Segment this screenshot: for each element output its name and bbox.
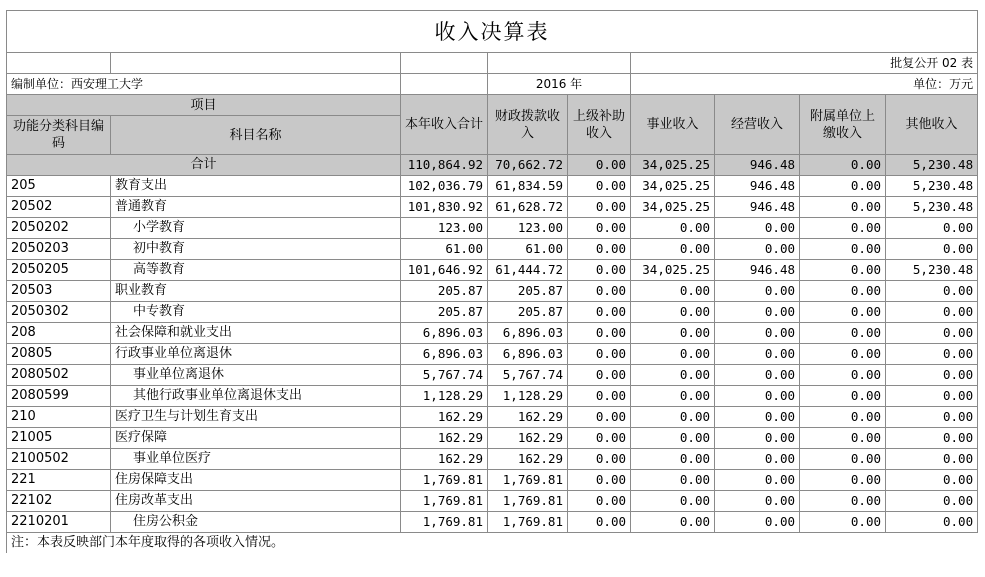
row-value: 0.00 — [800, 407, 886, 428]
row-value: 0.00 — [800, 512, 886, 533]
row-value: 0.00 — [800, 239, 886, 260]
row-value: 0.00 — [800, 386, 886, 407]
row-value: 0.00 — [800, 218, 886, 239]
row-value: 6,896.03 — [401, 323, 488, 344]
row-value: 0.00 — [568, 428, 631, 449]
row-value: 0.00 — [631, 365, 715, 386]
header-total-income: 本年收入合计 — [401, 95, 488, 155]
row-value: 5,230.48 — [886, 260, 978, 281]
row-value: 61,834.59 — [488, 176, 568, 197]
row-value: 0.00 — [886, 428, 978, 449]
row-value: 0.00 — [631, 512, 715, 533]
header-affiliated-unit-income: 附属单位上缴收入 — [800, 95, 886, 155]
row-value: 0.00 — [886, 491, 978, 512]
row-value: 162.29 — [488, 449, 568, 470]
row-value: 0.00 — [568, 197, 631, 218]
row-subject-name: 行政事业单位离退休 — [111, 344, 401, 365]
row-value: 0.00 — [631, 344, 715, 365]
row-subject-name: 事业单位医疗 — [111, 449, 401, 470]
row-value: 0.00 — [800, 428, 886, 449]
total-value: 0.00 — [800, 155, 886, 176]
row-value: 0.00 — [715, 302, 800, 323]
row-value: 0.00 — [886, 386, 978, 407]
row-value: 0.00 — [715, 239, 800, 260]
row-value: 0.00 — [886, 218, 978, 239]
row-value: 0.00 — [800, 302, 886, 323]
row-value: 0.00 — [631, 239, 715, 260]
header-operating-income: 经营收入 — [715, 95, 800, 155]
row-code: 20502 — [7, 197, 111, 218]
row-value: 0.00 — [715, 281, 800, 302]
row-value: 0.00 — [715, 323, 800, 344]
row-value: 205.87 — [401, 281, 488, 302]
row-value: 0.00 — [568, 176, 631, 197]
row-value: 0.00 — [800, 491, 886, 512]
row-value: 101,830.92 — [401, 197, 488, 218]
row-subject-name: 其他行政事业单位离退休支出 — [111, 386, 401, 407]
income-table — [6, 10, 978, 553]
row-subject-name: 住房公积金 — [111, 512, 401, 533]
row-value: 0.00 — [568, 260, 631, 281]
row-value: 0.00 — [568, 281, 631, 302]
row-value: 0.00 — [715, 470, 800, 491]
header-item: 项目 — [7, 95, 401, 116]
row-value: 0.00 — [631, 218, 715, 239]
table-row — [7, 176, 978, 197]
row-value: 5,230.48 — [886, 197, 978, 218]
row-value: 102,036.79 — [401, 176, 488, 197]
table-row — [7, 365, 978, 386]
page-title: 收入决算表 — [7, 11, 978, 53]
row-code: 2080599 — [7, 386, 111, 407]
row-value: 0.00 — [568, 386, 631, 407]
row-value: 0.00 — [631, 302, 715, 323]
header-other-income: 其他收入 — [886, 95, 978, 155]
row-value: 5,767.74 — [488, 365, 568, 386]
row-value: 0.00 — [631, 470, 715, 491]
row-value: 34,025.25 — [631, 197, 715, 218]
row-subject-name: 医疗保障 — [111, 428, 401, 449]
row-value: 0.00 — [568, 470, 631, 491]
blank-cell — [111, 53, 401, 74]
blank-cell — [7, 53, 111, 74]
row-value: 61.00 — [488, 239, 568, 260]
row-value: 0.00 — [568, 365, 631, 386]
table-row — [7, 512, 978, 533]
row-code: 2050202 — [7, 218, 111, 239]
row-value: 0.00 — [715, 218, 800, 239]
row-value: 0.00 — [800, 323, 886, 344]
table-row — [7, 218, 978, 239]
row-code: 208 — [7, 323, 111, 344]
footnote: 注：本表反映部门本年度取得的各项收入情况。 — [7, 533, 978, 554]
table-row — [7, 449, 978, 470]
header-fiscal-appropriation: 财政拨款收入 — [488, 95, 568, 155]
row-value: 0.00 — [886, 281, 978, 302]
row-value: 1,128.29 — [488, 386, 568, 407]
blank-cell — [401, 53, 488, 74]
row-value: 0.00 — [715, 344, 800, 365]
row-value: 205.87 — [401, 302, 488, 323]
row-value: 0.00 — [568, 344, 631, 365]
row-value: 61,628.72 — [488, 197, 568, 218]
header-business-income: 事业收入 — [631, 95, 715, 155]
row-value: 0.00 — [800, 197, 886, 218]
row-subject-name: 社会保障和就业支出 — [111, 323, 401, 344]
row-value: 0.00 — [886, 323, 978, 344]
row-code: 2210201 — [7, 512, 111, 533]
row-value: 946.48 — [715, 176, 800, 197]
row-value: 0.00 — [800, 470, 886, 491]
row-value: 0.00 — [886, 470, 978, 491]
row-value: 0.00 — [568, 239, 631, 260]
row-subject-name: 职业教育 — [111, 281, 401, 302]
row-value: 61,444.72 — [488, 260, 568, 281]
row-value: 0.00 — [631, 491, 715, 512]
header-subject-name: 科目名称 — [111, 116, 401, 155]
row-subject-name: 普通教育 — [111, 197, 401, 218]
row-value: 0.00 — [800, 365, 886, 386]
table-row — [7, 281, 978, 302]
row-value: 162.29 — [401, 428, 488, 449]
row-value: 0.00 — [886, 449, 978, 470]
row-value: 0.00 — [631, 428, 715, 449]
row-value: 0.00 — [800, 449, 886, 470]
total-value: 5,230.48 — [886, 155, 978, 176]
row-value: 1,769.81 — [401, 491, 488, 512]
table-row — [7, 239, 978, 260]
total-row — [7, 155, 978, 176]
total-value: 110,864.92 — [401, 155, 488, 176]
header-function-code: 功能分类科目编码 — [7, 116, 111, 155]
row-code: 2050205 — [7, 260, 111, 281]
row-value: 0.00 — [886, 407, 978, 428]
row-code: 221 — [7, 470, 111, 491]
row-value: 1,769.81 — [488, 512, 568, 533]
row-value: 0.00 — [715, 407, 800, 428]
row-value: 162.29 — [401, 407, 488, 428]
row-value: 0.00 — [715, 491, 800, 512]
row-value: 0.00 — [568, 491, 631, 512]
header-superior-subsidy: 上级补助收入 — [568, 95, 631, 155]
row-value: 0.00 — [568, 302, 631, 323]
row-value: 6,896.03 — [488, 344, 568, 365]
row-subject-name: 初中教育 — [111, 239, 401, 260]
row-value: 0.00 — [715, 512, 800, 533]
table-row — [7, 344, 978, 365]
row-value: 123.00 — [401, 218, 488, 239]
row-subject-name: 住房改革支出 — [111, 491, 401, 512]
row-value: 101,646.92 — [401, 260, 488, 281]
report-year: 2016 年 — [488, 74, 631, 95]
row-value: 0.00 — [800, 344, 886, 365]
table-row — [7, 470, 978, 491]
total-value: 70,662.72 — [488, 155, 568, 176]
row-value: 0.00 — [886, 344, 978, 365]
row-value: 5,230.48 — [886, 176, 978, 197]
row-value: 205.87 — [488, 281, 568, 302]
row-code: 21005 — [7, 428, 111, 449]
row-value: 0.00 — [568, 512, 631, 533]
total-value: 946.48 — [715, 155, 800, 176]
row-value: 946.48 — [715, 260, 800, 281]
row-value: 1,769.81 — [401, 470, 488, 491]
row-code: 2050302 — [7, 302, 111, 323]
row-value: 0.00 — [715, 428, 800, 449]
row-value: 162.29 — [401, 449, 488, 470]
data-rows — [7, 176, 978, 533]
table-row — [7, 260, 978, 281]
row-value: 0.00 — [886, 239, 978, 260]
income-final-accounts-sheet — [6, 10, 977, 553]
row-code: 210 — [7, 407, 111, 428]
total-value: 34,025.25 — [631, 155, 715, 176]
row-value: 0.00 — [631, 407, 715, 428]
row-value: 0.00 — [631, 281, 715, 302]
form-code: 批复公开 02 表 — [631, 53, 978, 74]
blank-cell — [401, 74, 488, 95]
row-value: 0.00 — [631, 386, 715, 407]
table-row — [7, 323, 978, 344]
table-row — [7, 428, 978, 449]
row-value: 5,767.74 — [401, 365, 488, 386]
row-value: 1,769.81 — [488, 470, 568, 491]
row-value: 0.00 — [886, 365, 978, 386]
row-value: 0.00 — [568, 407, 631, 428]
row-value: 0.00 — [886, 302, 978, 323]
row-value: 0.00 — [715, 449, 800, 470]
row-subject-name: 高等教育 — [111, 260, 401, 281]
row-value: 0.00 — [568, 218, 631, 239]
row-value: 123.00 — [488, 218, 568, 239]
row-value: 946.48 — [715, 197, 800, 218]
row-value: 34,025.25 — [631, 176, 715, 197]
row-subject-name: 住房保障支出 — [111, 470, 401, 491]
row-subject-name: 医疗卫生与计划生育支出 — [111, 407, 401, 428]
row-value: 0.00 — [631, 323, 715, 344]
row-value: 34,025.25 — [631, 260, 715, 281]
row-code: 22102 — [7, 491, 111, 512]
table-row — [7, 491, 978, 512]
row-subject-name: 小学教育 — [111, 218, 401, 239]
row-value: 1,128.29 — [401, 386, 488, 407]
row-code: 2100502 — [7, 449, 111, 470]
row-value: 162.29 — [488, 407, 568, 428]
table-row — [7, 407, 978, 428]
row-value: 205.87 — [488, 302, 568, 323]
row-code: 20503 — [7, 281, 111, 302]
row-value: 0.00 — [631, 449, 715, 470]
table-row — [7, 302, 978, 323]
table-row — [7, 197, 978, 218]
row-code: 2080502 — [7, 365, 111, 386]
total-label: 合计 — [7, 155, 401, 176]
row-code: 205 — [7, 176, 111, 197]
blank-cell — [488, 53, 631, 74]
row-subject-name: 事业单位离退休 — [111, 365, 401, 386]
row-subject-name: 教育支出 — [111, 176, 401, 197]
row-value: 0.00 — [800, 260, 886, 281]
row-value: 0.00 — [715, 365, 800, 386]
row-value: 1,769.81 — [401, 512, 488, 533]
row-value: 61.00 — [401, 239, 488, 260]
currency-unit: 单位：万元 — [631, 74, 978, 95]
row-code: 2050203 — [7, 239, 111, 260]
table-row — [7, 386, 978, 407]
row-code: 20805 — [7, 344, 111, 365]
row-value: 0.00 — [715, 386, 800, 407]
row-value: 0.00 — [800, 176, 886, 197]
row-subject-name: 中专教育 — [111, 302, 401, 323]
row-value: 0.00 — [568, 449, 631, 470]
row-value: 6,896.03 — [488, 323, 568, 344]
row-value: 6,896.03 — [401, 344, 488, 365]
row-value: 0.00 — [568, 323, 631, 344]
row-value: 0.00 — [886, 512, 978, 533]
unit-label: 编制单位：西安理工大学 — [7, 74, 401, 95]
row-value: 1,769.81 — [488, 491, 568, 512]
row-value: 0.00 — [800, 281, 886, 302]
row-value: 162.29 — [488, 428, 568, 449]
total-value: 0.00 — [568, 155, 631, 176]
